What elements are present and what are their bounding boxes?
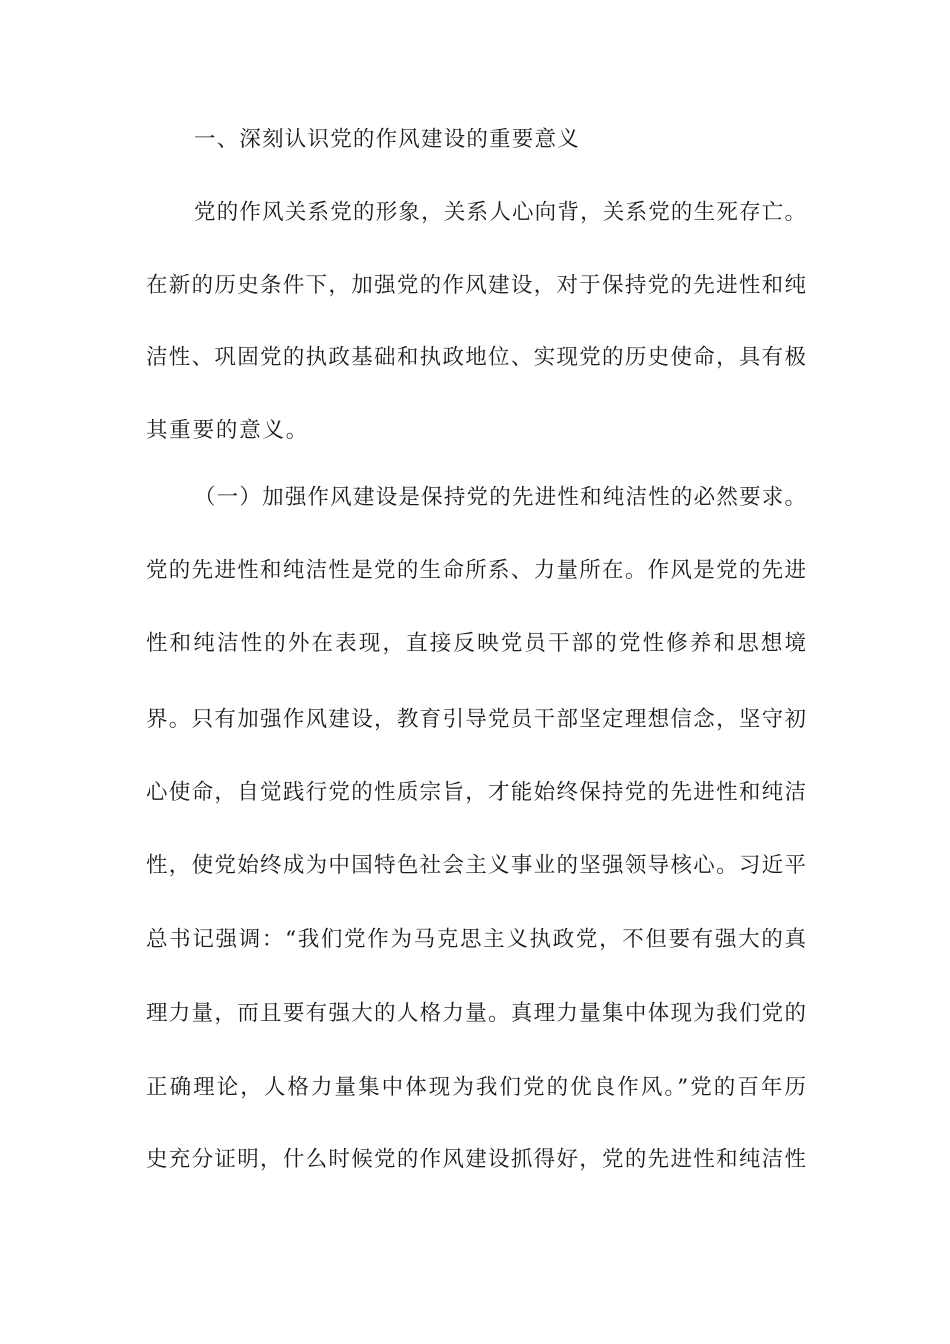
paragraph-line: 其重要的意义。: [146, 418, 310, 443]
paragraph-line: 党的作风关系党的形象，关系人心向背，关系党的生死存亡。: [194, 200, 806, 225]
paragraph-line: 理力量，而且要有强大的人格力量。真理力量集中体现为我们党的: [146, 1001, 806, 1026]
paragraph-line: 心使命，自觉践行党的性质宗旨，才能始终保持党的先进性和纯洁: [146, 780, 806, 805]
paragraph-line: 党的先进性和纯洁性是党的生命所系、力量所在。作风是党的先进: [146, 558, 806, 583]
paragraph-line: 在新的历史条件下，加强党的作风建设，对于保持党的先进性和纯: [146, 273, 806, 298]
paragraph-line: 史充分证明，什么时候党的作风建设抓得好，党的先进性和纯洁性: [146, 1147, 806, 1172]
paragraph-line: 性，使党始终成为中国特色社会主义事业的坚强领导核心。习近平: [146, 853, 806, 878]
subheading-line: （一）加强作风建设是保持党的先进性和纯洁性的必然要求。: [194, 485, 806, 510]
paragraph-line: 洁性、巩固党的执政基础和执政地位、实现党的历史使命，具有极: [146, 345, 806, 370]
paragraph-line: 性和纯洁性的外在表现，直接反映党员干部的党性修养和思想境: [146, 631, 806, 656]
paragraph-line: 界。只有加强作风建设，教育引导党员干部坚定理想信念，坚守初: [146, 707, 806, 732]
paragraph-line: 正确理论，人格力量集中体现为我们党的优良作风。”党的百年历: [146, 1075, 806, 1100]
section-heading: 一、深刻认识党的作风建设的重要意义: [194, 127, 580, 152]
paragraph-line: 总书记强调：“我们党作为马克思主义执政党，不但要有强大的真: [146, 927, 806, 952]
